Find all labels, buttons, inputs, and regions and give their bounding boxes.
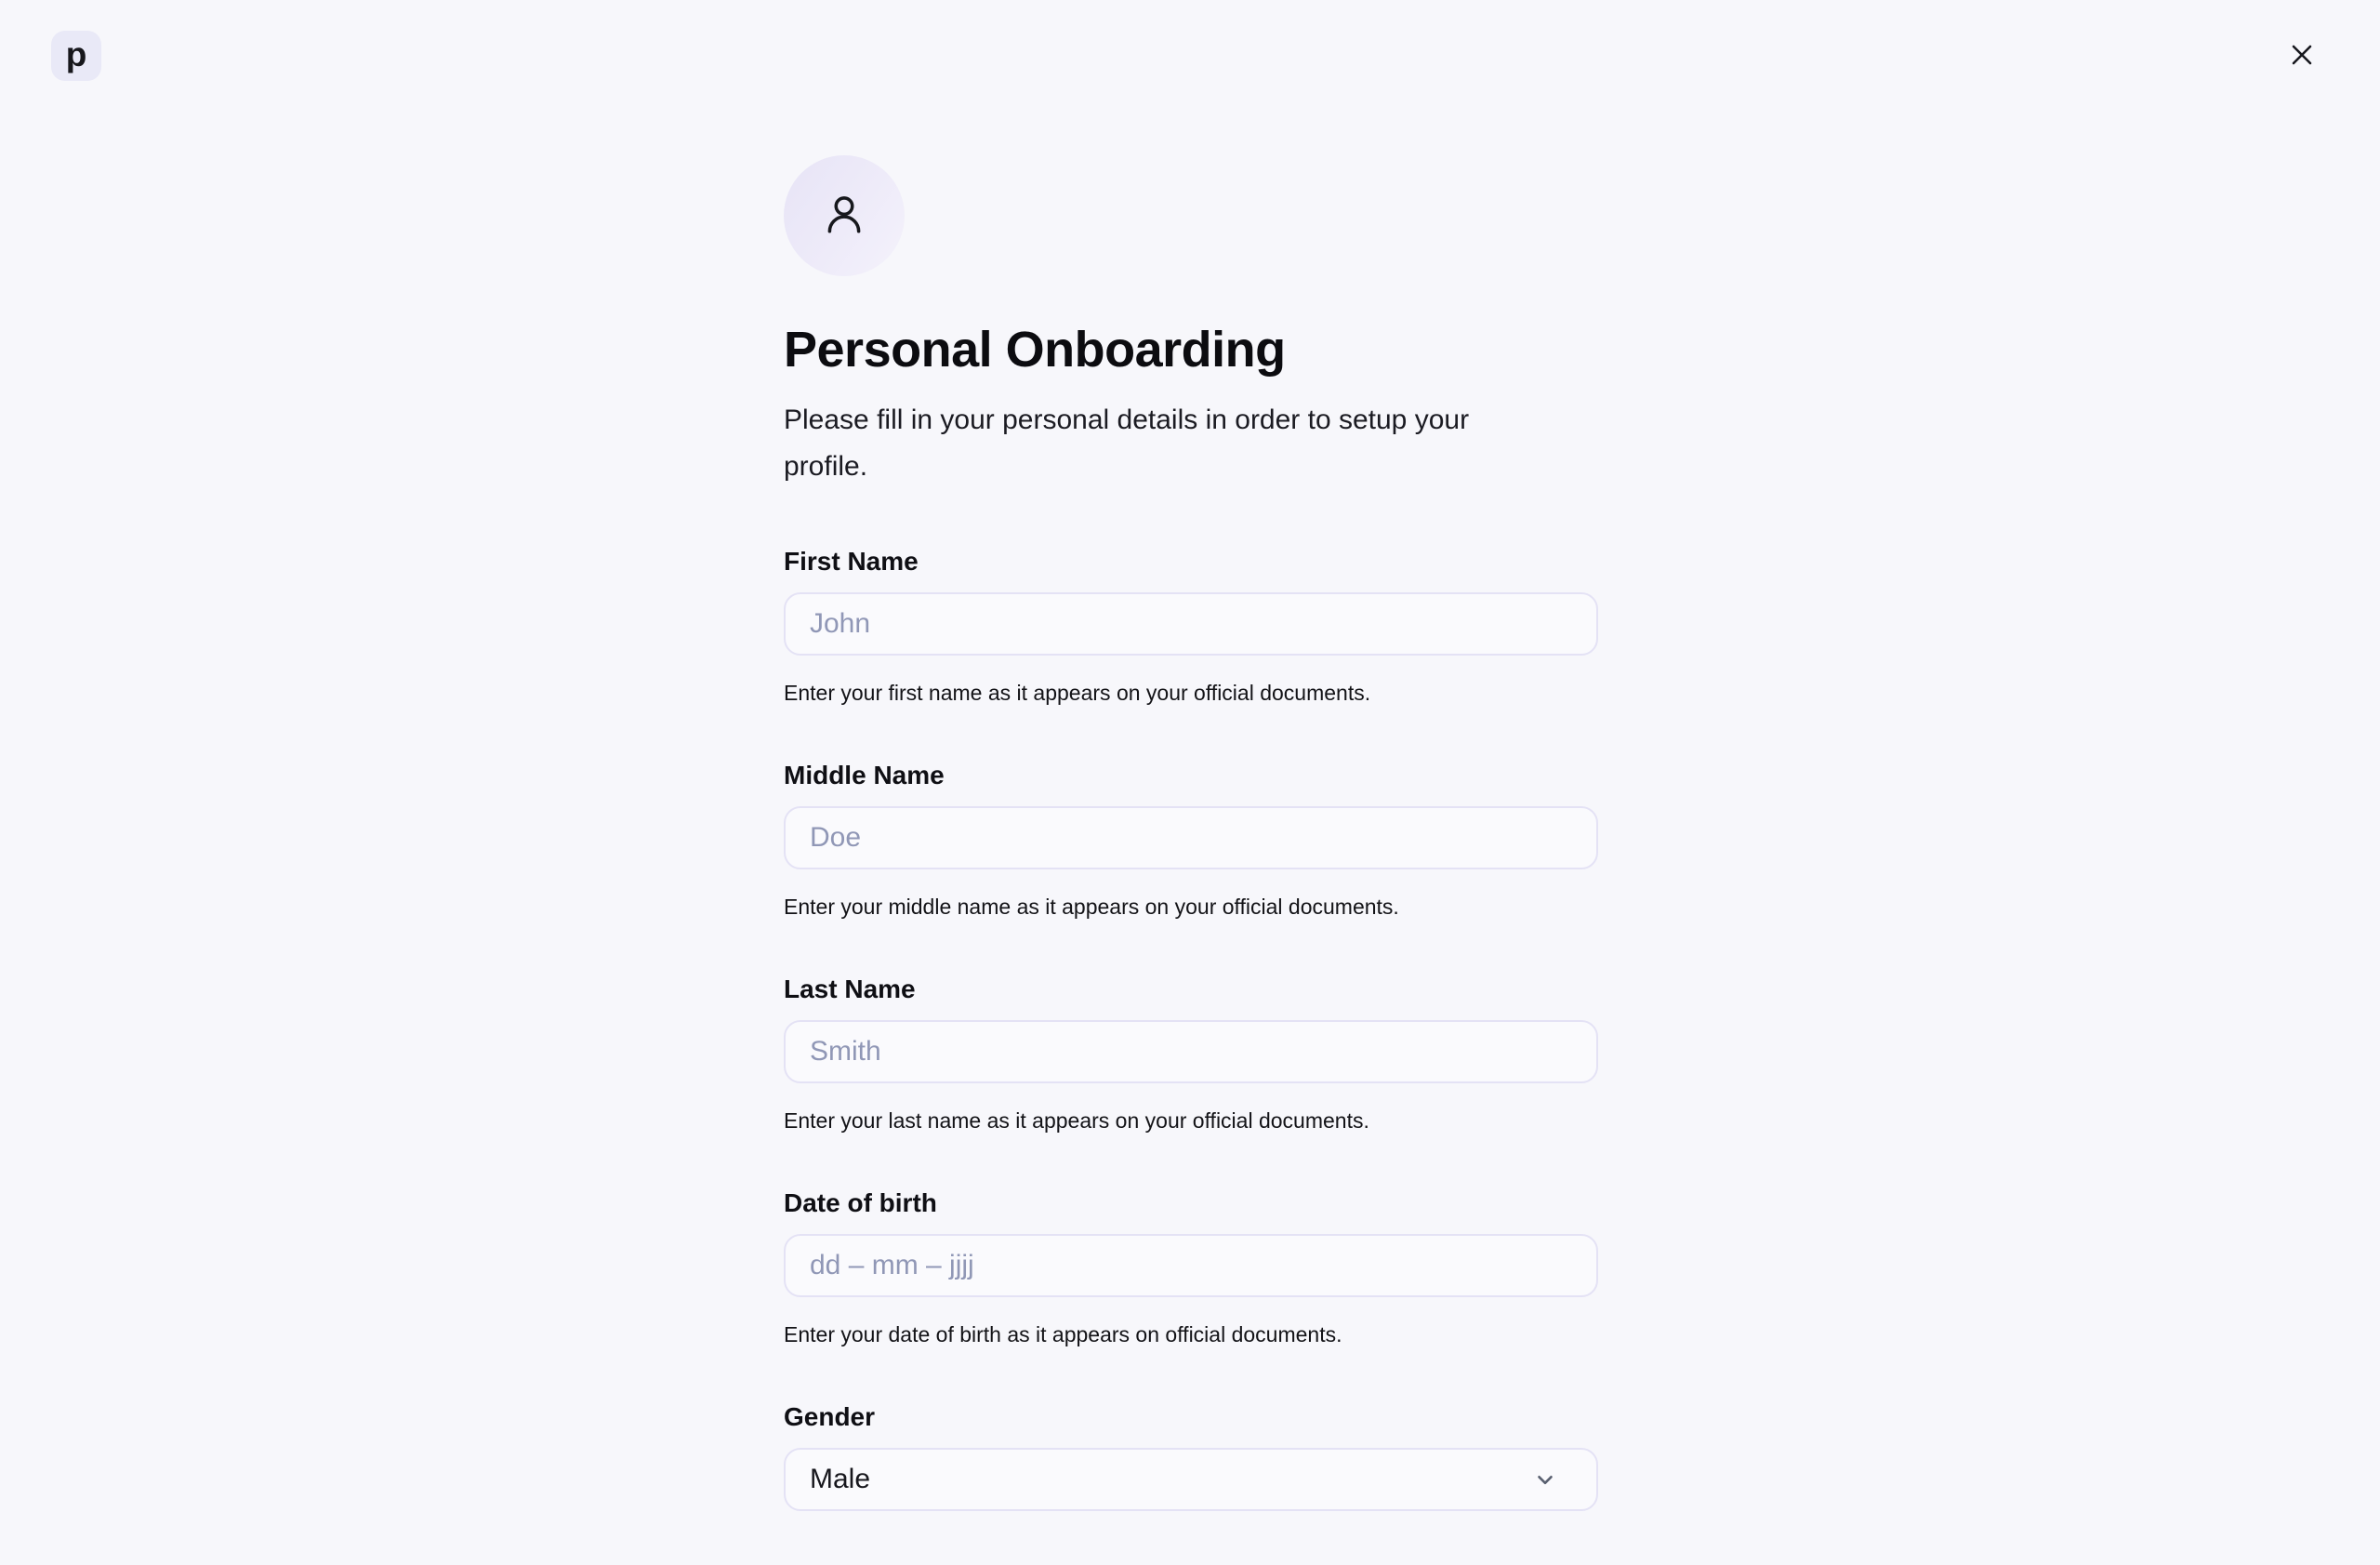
gender-select[interactable] [784, 1448, 1598, 1511]
gender-select-value: Male [810, 1464, 871, 1494]
field-group-date-of-birth [784, 1187, 1598, 1347]
first-name-helper: Enter your first name as it appears on your official documents. [784, 681, 1371, 705]
user-icon [821, 191, 867, 242]
first-name-input[interactable] [784, 592, 1598, 656]
close-button[interactable] [2281, 35, 2322, 76]
page-subtitle: Please fill in your personal details in order to setup your profile. [784, 405, 1470, 482]
field-group-first-name [784, 546, 1598, 706]
last-name-input[interactable] [784, 1020, 1598, 1083]
page-title: Personal Onboarding [784, 322, 1286, 378]
field-group-last-name [784, 974, 1598, 1134]
last-name-helper: Enter your last name as it appears on your official documents. [784, 1108, 1369, 1133]
date-of-birth-input[interactable] [784, 1234, 1598, 1297]
date-of-birth-label: Date of birth [784, 1188, 937, 1217]
date-of-birth-helper: Enter your date of birth as it appears on official documents. [784, 1322, 1342, 1346]
first-name-label: First Name [784, 547, 919, 576]
gender-label: Gender [784, 1402, 876, 1431]
chevron-down-icon [1533, 1467, 1557, 1492]
field-group-gender [784, 1401, 1598, 1511]
onboarding-panel [784, 0, 1598, 1565]
logo-letter: p [65, 34, 87, 73]
avatar [784, 155, 905, 276]
close-icon [2290, 43, 2314, 70]
middle-name-helper: Enter your middle name as it appears on your official documents. [784, 895, 1399, 919]
app-logo [51, 31, 101, 81]
middle-name-input[interactable] [784, 806, 1598, 869]
field-group-middle-name [784, 760, 1598, 920]
middle-name-label: Middle Name [784, 761, 945, 789]
onboarding-form [784, 546, 1598, 1511]
last-name-label: Last Name [784, 975, 916, 1003]
